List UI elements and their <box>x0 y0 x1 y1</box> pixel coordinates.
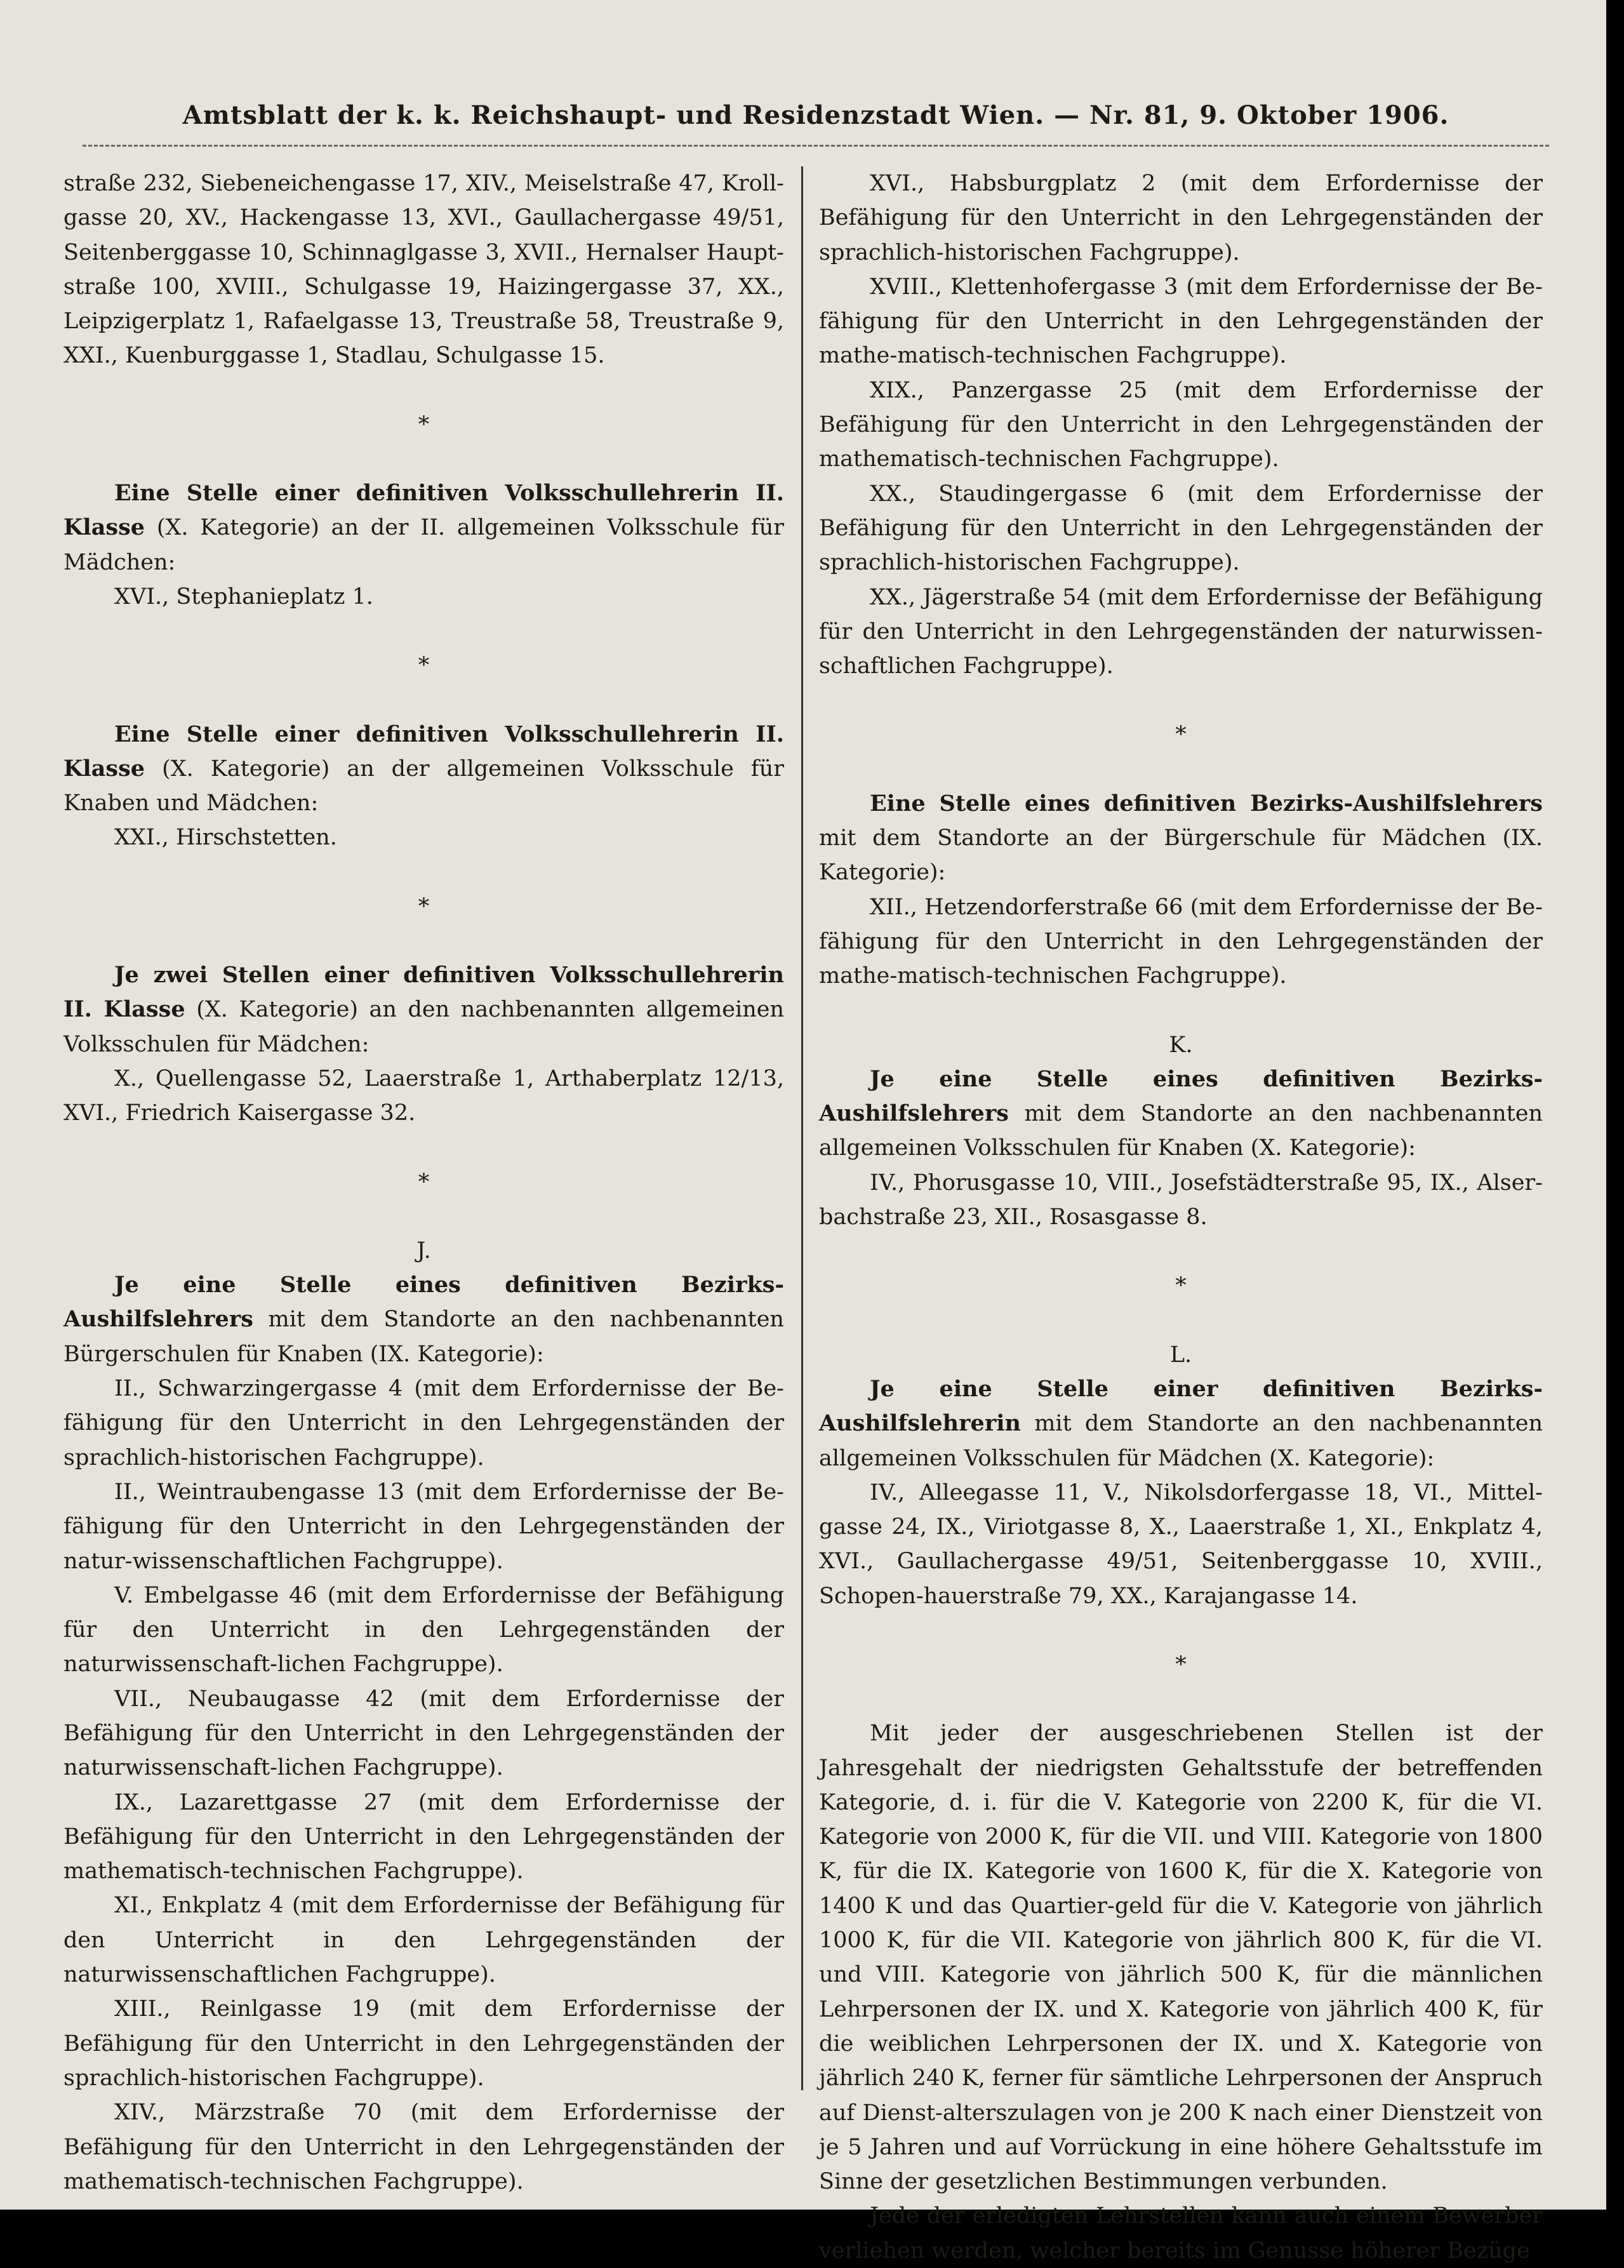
list-item: XVI., Stephanieplatz 1. <box>114 584 373 610</box>
list-item: IX., Lazarettgasse 27 (mit dem Erfordernisse der Befähigung für den Unterricht in den Lehrgegenständen der mathematisch-technischen Fachgruppe). <box>63 1789 784 1884</box>
list-item: II., Schwarzingergasse 4 (mit dem Erfordernisse der Be-fähigung für den Unterricht in den Lehrgegenständen der sprachlich-historischen Fachgruppe). <box>63 1376 784 1471</box>
left-column <box>63 166 784 2199</box>
section-b-intro <box>819 787 1543 890</box>
section-l-intro <box>819 1372 1543 1476</box>
section-heading: Je eine Stelle einer definitiven Bezirks-Aushilfslehrerin <box>819 1375 1543 1437</box>
spacer <box>63 683 784 717</box>
list-item: XII., Hetzendorferstraße 66 (mit dem Erfordernisse der Be-fähigung für den Unterricht in den Lehrgegenständen der mathe-matisch-technischen Fachgruppe). <box>819 894 1543 989</box>
list-item: XVI., Habsburgplatz 2 (mit dem Erfordernisse der Befähigung für den Unterricht in den Lehrgegenständen der sprachlich-historischen Fachgruppe). <box>819 171 1543 265</box>
spacer <box>63 1131 784 1165</box>
salary-paragraph: Mit jeder der ausgeschriebenen Stellen ist der Jahresgehalt der niedrigsten Gehaltsstufe der betreffenden Kategorie, d. i. für die V. Kategorie von 2200 K, für die VI. Kategorie von 2000 K, für die VII. und VIII. Kategorie von 1800 K, für die IX. Kategorie von 1600 K, für die X. Kategorie von 1400 K und das Quartier-geld für die V. Kategorie von jährlich 1000 K, für die VII. Kategorie von jährlich 800 K, für die VI. und VIII. Kategorie von jährlich 500 K, für die männlichen Lehrpersonen der IX. und X. Kategorie von jährlich 400 K, für die weiblichen Lehrpersonen der IX. und X. Kategorie von jährlich 240 K, ferner für sämtliche Lehrpersonen der Anspruch auf Dienst-alterszulagen von je 200 K nach einer Dienstzeit von je 5 Jahren und auf Vorrückung in eine höhere Gehaltsstufe im Sinne der gesetzlichen Bestimmungen verbunden. <box>819 1721 1543 2195</box>
list-item: XVIII., Klettenhofergasse 3 (mit dem Erfordernisse der Be-fähigung für den Unterricht in den Lehrgegenständen der mathe-matisch-technischen Fachgruppe). <box>819 274 1543 369</box>
spacer <box>63 373 784 408</box>
spacer <box>819 1682 1543 1716</box>
section-heading: Je zwei Stellen einer definitiven Volksschullehrerin II. Klasse <box>63 962 784 1023</box>
list-item: XX., Jägerstraße 54 (mit dem Erfordernisse der Befähigung für den Unterricht in den Lehrgegenständen der naturwissen-schaftlichen Fachgruppe). <box>819 584 1543 679</box>
section-text: (X. Kategorie) an der II. allgemeinen Volksschule für Mädchen: <box>63 515 784 575</box>
section-vacancy-2 <box>63 717 784 821</box>
spacer <box>819 752 1543 787</box>
separator-star: * <box>1175 1651 1187 1678</box>
section-heading: Je eine Stelle eines definitiven Bezirks-Aushilfslehrers <box>63 1272 784 1333</box>
list-item: XXI., Hirschstetten. <box>114 825 337 851</box>
separator-star: * <box>418 893 430 919</box>
spacer <box>63 614 784 648</box>
separator-star: * <box>418 1169 430 1195</box>
list-item: IV., Phorusgasse 10, VIII., Josefstädterstraße 95, IX., Alser-bachstraße 23, XII., Rosasgasse 8. <box>819 1170 1543 1231</box>
section-text: mit dem Standorte an der Bürgerschule für Mädchen (IX. Kategorie): <box>819 825 1543 886</box>
list-item: X., Quellengasse 52, Laaerstraße 1, Arthaberplatz 12/13, XVI., Friedrich Kaisergasse 32. <box>63 1065 784 1126</box>
list-item: IV., Alleegasse 11, V., Nikolsdorfergasse 18, VI., Mittel-gasse 24, IX., Viriotgasse 8, X., Laaerstraße 1, XI., Enkplatz 4, XVI., Gaullachergasse 49/51, Seitenberggasse 10, XVIII., Schopen-hauerstraße 79, XX., Karajangasse 14. <box>819 1479 1543 1609</box>
spacer <box>63 924 784 958</box>
section-text: mit dem Standorte an den nachbenannten allgemeinen Volksschulen für Knaben (X. Kategorie): <box>819 1101 1543 1161</box>
section-heading: Eine Stelle einer definitiven Volksschullehrerin II. Klasse <box>63 480 784 541</box>
spacer <box>819 683 1543 717</box>
right-column <box>819 166 1543 2268</box>
section-heading: Eine Stelle einer definitiven Volksschullehrerin II. Klasse <box>63 721 784 782</box>
spacer <box>63 1199 784 1234</box>
section-heading: Eine Stelle eines definitiven Bezirks-Aushilfslehrers <box>870 790 1543 817</box>
list-item: XI., Enkplatz 4 (mit dem Erfordernisse der Befähigung für den Unterricht in den Lehrgegenständen der naturwissenschaftlichen Fachgruppe). <box>63 1893 784 1988</box>
section-text: (X. Kategorie) an den nachbenannten allgemeinen Volksschulen für Mädchen: <box>63 997 785 1057</box>
list-item: XIV., Märzstraße 70 (mit dem Erfordernisse der Befähigung für den Unterricht in den Lehrgegenständen der mathematisch-technischen Fachgruppe). <box>63 2100 784 2194</box>
spacer <box>63 442 784 476</box>
spacer <box>819 994 1543 1028</box>
list-item: II., Weintraubengasse 13 (mit dem Erfordernisse der Be-fähigung für den Unterricht in den Lehrgegenständen der natur-wissenschaftlichen Fachgruppe). <box>63 1479 784 1574</box>
section-heading: Je eine Stelle eines definitiven Bezirks-Aushilfslehrers <box>819 1065 1543 1127</box>
section-text: mit dem Standorte an den nachbenannten allgemeinen Volksschulen für Mädchen (X. Kategorie): <box>819 1411 1543 1471</box>
section-j-intro <box>63 1268 784 1371</box>
section-text: (X. Kategorie) an der allgemeinen Volksschule für Knaben und Mädchen: <box>63 756 784 817</box>
section-vacancy-1 <box>63 476 784 580</box>
section-vacancy-3 <box>63 958 784 1062</box>
separator-star: * <box>418 653 430 679</box>
list-item: XIII., Reinlgasse 19 (mit dem Erfordernisse der Befähigung für den Unterricht in den Lehrgegenständen der sprachlich-historischen Fachgruppe). <box>63 1996 784 2091</box>
separator-star: * <box>418 411 430 437</box>
spacer <box>819 1234 1543 1269</box>
list-item: V. Embelgasse 46 (mit dem Erfordernisse der Befähigung für den Unterricht in den Lehrgegenständen der naturwissenschaft-lichen Fachgruppe). <box>63 1582 784 1678</box>
section-letter-k: K. <box>1169 1032 1193 1058</box>
section-text: mit dem Standorte an den nachbenannten Bürgerschulen für Knaben (IX. Kategorie): <box>63 1307 784 1367</box>
separator-star: * <box>1175 722 1187 748</box>
list-item: XIX., Panzergasse 25 (mit dem Erfordernisse der Befähigung für den Unterricht in den Lehrgegenständen der mathematisch-technischen Fachgruppe). <box>819 377 1543 472</box>
section-k-intro <box>819 1062 1543 1166</box>
spacer <box>819 1304 1543 1338</box>
left-paragraph-continued: straße 232, Siebeneichengasse 17, XIV., Meiselstraße 47, Kroll-gasse 20, XV., Hackengasse 13, XVI., Gaullachergasse 49/51, Seitenberggasse 10, Schinnaglgasse 3, XVII., Hernalser Haupt-straße 100, XVIII., Schulgasse 19, Haizingergasse 37, XX., Leipzigerplatz 1, Rafaelgasse 13, Treustraße 58, Treustraße 9, XXI., Kuenburggasse 1, Stadlau, Schulgasse 15. <box>63 171 784 369</box>
section-letter-l: L. <box>1169 1342 1192 1368</box>
spacer <box>819 1613 1543 1648</box>
header-rule <box>83 145 1549 147</box>
closing-paragraph: Jede der erledigten Lehrstellen kann auch einem Bewerber verliehen werden, welcher bereits im Genusse höherer Bezüge <box>819 2203 1543 2264</box>
separator-star: * <box>1175 1273 1187 1299</box>
page-header: Amtsblatt der k. k. Reichshaupt- und Residenzstadt Wien. — Nr. 81, 9. Oktober 1906. <box>182 100 1449 130</box>
list-item: VII., Neubaugasse 42 (mit dem Erfordernisse der Befähigung für den Unterricht in den Lehrgegenständen der naturwissenschaft-lichen Fachgruppe). <box>63 1686 784 1781</box>
list-item: XX., Staudingergasse 6 (mit dem Erfordernisse der Befähigung für den Unterricht in den Lehrgegenständen der sprachlich-historischen Fachgruppe). <box>819 481 1543 576</box>
column-rule <box>801 166 803 2090</box>
section-letter-j: J. <box>416 1237 431 1264</box>
spacer <box>63 855 784 890</box>
